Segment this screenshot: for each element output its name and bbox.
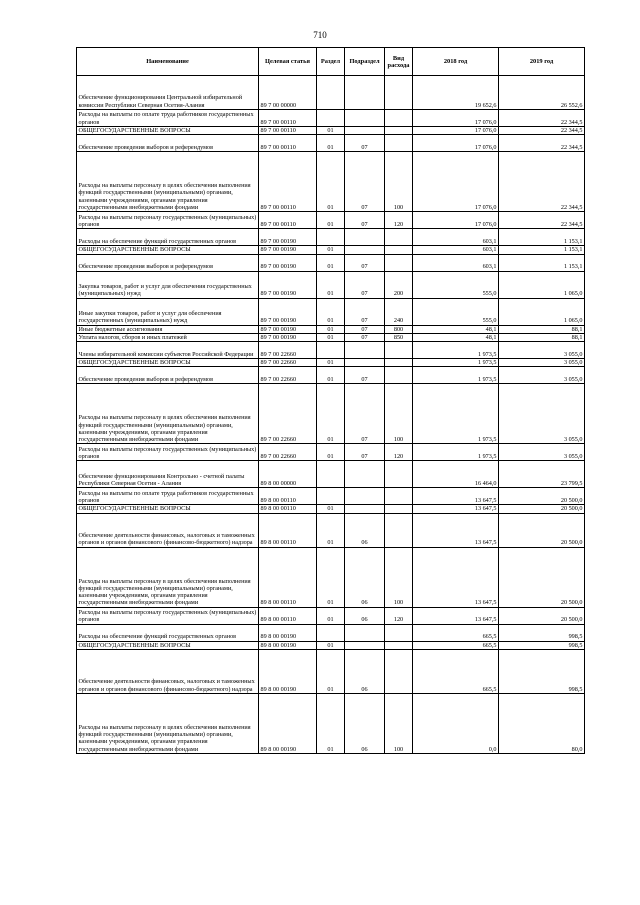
- row-2018-cell: 1 973,5: [413, 359, 499, 367]
- row-subsection-cell: [345, 110, 385, 127]
- row-2019-cell: 3 055,0: [499, 342, 585, 359]
- row-expense-type-cell: [385, 488, 413, 505]
- row-name-cell: ОБЩЕГОСУДАРСТВЕННЫЕ ВОПРОСЫ: [77, 127, 259, 135]
- table-row: [77, 298, 585, 325]
- row-name-cell: Обеспечение функционирования Контрольно - счетной палаты Республики Северная Осетия - Алания: [77, 461, 259, 488]
- row-subsection-cell: 06: [345, 607, 385, 624]
- row-section-cell: [317, 229, 345, 246]
- table-row: [77, 444, 585, 461]
- row-name-cell: Закупка товаров, работ и услуг для обеспечения государственных (муниципальных) нужд: [77, 271, 259, 298]
- row-2019-cell: 22 344,5: [499, 110, 585, 127]
- row-target-cell: 89 7 00 22660: [259, 367, 317, 384]
- row-name-cell: ОБЩЕГОСУДАРСТВЕННЫЕ ВОПРОСЫ: [77, 359, 259, 367]
- row-section-cell: [317, 110, 345, 127]
- row-name-cell: Расходы на выплаты персоналу государственных (муниципальных) органов: [77, 212, 259, 229]
- row-expense-type-cell: [385, 76, 413, 110]
- row-target-cell: 89 8 00 00190: [259, 641, 317, 649]
- row-2018-cell: 19 652,6: [413, 76, 499, 110]
- row-expense-type-cell: 240: [385, 298, 413, 325]
- row-name-cell: ОБЩЕГОСУДАРСТВЕННЫЕ ВОПРОСЫ: [77, 641, 259, 649]
- row-2018-cell: 13 647,5: [413, 505, 499, 513]
- row-subsection-cell: 06: [345, 513, 385, 547]
- table-body: [77, 76, 585, 754]
- row-name-cell: Расходы на обеспечение функций государственных органов: [77, 229, 259, 246]
- row-2018-cell: 17 076,0: [413, 212, 499, 229]
- row-2018-cell: 13 647,5: [413, 607, 499, 624]
- table-header-row: [77, 48, 585, 76]
- row-2018-cell: 17 076,0: [413, 135, 499, 152]
- row-target-cell: 89 8 00 00110: [259, 505, 317, 513]
- row-subsection-cell: 07: [345, 367, 385, 384]
- row-expense-type-cell: 120: [385, 212, 413, 229]
- row-section-cell: 01: [317, 367, 345, 384]
- row-expense-type-cell: [385, 359, 413, 367]
- row-subsection-cell: 06: [345, 694, 385, 754]
- row-2018-cell: 48,1: [413, 325, 499, 333]
- row-subsection-cell: 07: [345, 298, 385, 325]
- row-2018-cell: 665,5: [413, 624, 499, 641]
- row-2018-cell: 17 076,0: [413, 152, 499, 212]
- row-section-cell: 01: [317, 547, 345, 607]
- row-name-cell: Расходы на выплаты персоналу в целях обеспечения выполнения функций государственными (муниципальными) органами, казенными учреждениями, органами управления государственными внебюджетными фондами: [77, 694, 259, 754]
- row-section-cell: 01: [317, 246, 345, 254]
- row-subsection-cell: 07: [345, 444, 385, 461]
- table-row: [77, 694, 585, 754]
- row-name-cell: Члены избирательной комиссии субъектов Российской Федерации: [77, 342, 259, 359]
- row-subsection-cell: 07: [345, 152, 385, 212]
- row-target-cell: 89 7 00 22660: [259, 342, 317, 359]
- row-target-cell: 89 7 00 22660: [259, 444, 317, 461]
- row-name-cell: Иные бюджетные ассигнования: [77, 325, 259, 333]
- row-subsection-cell: [345, 461, 385, 488]
- table-row: [77, 607, 585, 624]
- row-name-cell: Обеспечение проведения выборов и референдумов: [77, 254, 259, 271]
- row-target-cell: 89 8 00 00110: [259, 547, 317, 607]
- table-row: [77, 367, 585, 384]
- row-target-cell: 89 7 00 00110: [259, 127, 317, 135]
- row-target-cell: 89 7 00 00110: [259, 110, 317, 127]
- row-2018-cell: 603,1: [413, 246, 499, 254]
- row-2019-cell: 3 055,0: [499, 384, 585, 444]
- row-expense-type-cell: [385, 505, 413, 513]
- row-2019-cell: 3 055,0: [499, 444, 585, 461]
- row-subsection-cell: [345, 505, 385, 513]
- row-2018-cell: 48,1: [413, 333, 499, 341]
- row-name-cell: Расходы на обеспечение функций государственных органов: [77, 624, 259, 641]
- row-subsection-cell: [345, 246, 385, 254]
- row-2018-cell: 1 973,5: [413, 384, 499, 444]
- row-2018-cell: 13 647,5: [413, 547, 499, 607]
- row-name-cell: Расходы на выплаты по оплате труда работников государственных органов: [77, 110, 259, 127]
- row-expense-type-cell: [385, 650, 413, 694]
- table-row: [77, 461, 585, 488]
- row-target-cell: 89 7 00 00190: [259, 229, 317, 246]
- row-target-cell: 89 7 00 00190: [259, 325, 317, 333]
- row-2018-cell: 13 647,5: [413, 513, 499, 547]
- row-section-cell: 01: [317, 271, 345, 298]
- row-2018-cell: 17 076,0: [413, 127, 499, 135]
- row-section-cell: 01: [317, 254, 345, 271]
- row-target-cell: 89 8 00 00110: [259, 607, 317, 624]
- row-name-cell: Обеспечение функционирования Центральной избирательной комиссии Республики Северная Осетия-Алания: [77, 76, 259, 110]
- table-row: [77, 135, 585, 152]
- row-target-cell: 89 7 00 00000: [259, 76, 317, 110]
- row-2019-cell: 3 055,0: [499, 359, 585, 367]
- row-name-cell: ОБЩЕГОСУДАРСТВЕННЫЕ ВОПРОСЫ: [77, 246, 259, 254]
- row-2018-cell: 665,5: [413, 641, 499, 649]
- table-row: [77, 333, 585, 341]
- row-expense-type-cell: 100: [385, 152, 413, 212]
- row-2019-cell: 1 153,1: [499, 229, 585, 246]
- row-expense-type-cell: [385, 110, 413, 127]
- header-2018: 2018 год: [413, 48, 499, 76]
- row-section-cell: 01: [317, 607, 345, 624]
- row-section-cell: 01: [317, 513, 345, 547]
- row-2019-cell: 1 065,0: [499, 271, 585, 298]
- row-2018-cell: 0,0: [413, 694, 499, 754]
- header-2019: 2019 год: [499, 48, 585, 76]
- table-row: [77, 342, 585, 359]
- row-expense-type-cell: 120: [385, 444, 413, 461]
- table-row: [77, 271, 585, 298]
- row-section-cell: 01: [317, 212, 345, 229]
- row-expense-type-cell: [385, 246, 413, 254]
- row-subsection-cell: [345, 488, 385, 505]
- table-row: [77, 359, 585, 367]
- row-expense-type-cell: 120: [385, 607, 413, 624]
- row-2018-cell: 665,5: [413, 650, 499, 694]
- page-number: 710: [313, 30, 327, 40]
- row-2019-cell: 88,1: [499, 325, 585, 333]
- row-expense-type-cell: [385, 342, 413, 359]
- row-2018-cell: 13 647,5: [413, 488, 499, 505]
- row-expense-type-cell: [385, 254, 413, 271]
- row-expense-type-cell: 200: [385, 271, 413, 298]
- row-section-cell: 01: [317, 325, 345, 333]
- row-target-cell: 89 7 00 00190: [259, 333, 317, 341]
- row-section-cell: [317, 76, 345, 110]
- row-name-cell: Расходы на выплаты персоналу государственных (муниципальных) органов: [77, 607, 259, 624]
- row-expense-type-cell: [385, 127, 413, 135]
- budget-table: [76, 47, 585, 754]
- row-2019-cell: 22 344,5: [499, 127, 585, 135]
- row-expense-type-cell: 850: [385, 333, 413, 341]
- row-target-cell: 89 7 00 00190: [259, 298, 317, 325]
- row-2019-cell: 22 344,5: [499, 152, 585, 212]
- row-subsection-cell: 07: [345, 333, 385, 341]
- row-2019-cell: 80,0: [499, 694, 585, 754]
- table-row: [77, 488, 585, 505]
- row-2018-cell: 17 076,0: [413, 110, 499, 127]
- table-row: [77, 325, 585, 333]
- row-expense-type-cell: [385, 641, 413, 649]
- row-name-cell: ОБЩЕГОСУДАРСТВЕННЫЕ ВОПРОСЫ: [77, 505, 259, 513]
- row-name-cell: Расходы на выплаты по оплате труда работников государственных органов: [77, 488, 259, 505]
- row-section-cell: [317, 461, 345, 488]
- row-target-cell: 89 8 00 00190: [259, 694, 317, 754]
- row-target-cell: 89 8 00 00190: [259, 650, 317, 694]
- table-row: [77, 127, 585, 135]
- row-subsection-cell: 06: [345, 650, 385, 694]
- row-section-cell: 01: [317, 505, 345, 513]
- row-expense-type-cell: 100: [385, 547, 413, 607]
- row-2019-cell: 20 500,0: [499, 505, 585, 513]
- row-2019-cell: 26 552,6: [499, 76, 585, 110]
- row-2019-cell: 23 799,5: [499, 461, 585, 488]
- row-name-cell: Уплата налогов, сборов и иных платежей: [77, 333, 259, 341]
- table-row: [77, 513, 585, 547]
- row-2019-cell: 998,5: [499, 641, 585, 649]
- row-subsection-cell: 07: [345, 135, 385, 152]
- row-2018-cell: 603,1: [413, 254, 499, 271]
- row-name-cell: Обеспечение деятельности финансовых, налоговых и таможенных органов и органов финансового (финансово-бюджетного) надзора: [77, 650, 259, 694]
- row-subsection-cell: 07: [345, 271, 385, 298]
- header-subsection: Подраздел: [345, 48, 385, 76]
- row-target-cell: 89 8 00 00110: [259, 488, 317, 505]
- row-name-cell: Обеспечение проведения выборов и референдумов: [77, 367, 259, 384]
- row-section-cell: 01: [317, 641, 345, 649]
- row-target-cell: 89 7 00 00110: [259, 212, 317, 229]
- row-2019-cell: 1 065,0: [499, 298, 585, 325]
- row-name-cell: Расходы на выплаты персоналу в целях обеспечения выполнения функций государственными (муниципальными) органами, казенными учреждениями, органами управления государственными внебюджетными фондами: [77, 547, 259, 607]
- row-subsection-cell: 06: [345, 547, 385, 607]
- row-name-cell: Расходы на выплаты персоналу государственных (муниципальных) органов: [77, 444, 259, 461]
- row-section-cell: [317, 624, 345, 641]
- row-expense-type-cell: [385, 461, 413, 488]
- row-target-cell: 89 8 00 00000: [259, 461, 317, 488]
- row-expense-type-cell: [385, 367, 413, 384]
- row-section-cell: 01: [317, 135, 345, 152]
- row-target-cell: 89 7 00 00110: [259, 135, 317, 152]
- row-section-cell: 01: [317, 650, 345, 694]
- row-2019-cell: 88,1: [499, 333, 585, 341]
- row-section-cell: 01: [317, 384, 345, 444]
- row-2019-cell: 3 055,0: [499, 367, 585, 384]
- row-target-cell: 89 7 00 22660: [259, 359, 317, 367]
- row-subsection-cell: 07: [345, 212, 385, 229]
- row-section-cell: [317, 488, 345, 505]
- row-target-cell: 89 7 00 00190: [259, 254, 317, 271]
- row-subsection-cell: 07: [345, 254, 385, 271]
- row-2019-cell: 998,5: [499, 650, 585, 694]
- row-section-cell: 01: [317, 333, 345, 341]
- table-row: [77, 152, 585, 212]
- row-subsection-cell: [345, 359, 385, 367]
- row-expense-type-cell: [385, 135, 413, 152]
- row-2019-cell: 20 500,0: [499, 488, 585, 505]
- row-target-cell: 89 8 00 00190: [259, 624, 317, 641]
- row-target-cell: 89 7 00 00190: [259, 246, 317, 254]
- row-2018-cell: 603,1: [413, 229, 499, 246]
- row-name-cell: Расходы на выплаты персоналу в целях обеспечения выполнения функций государственными (муниципальными) органами, казенными учреждениями, органами управления государственными внебюджетными фондами: [77, 384, 259, 444]
- row-section-cell: 01: [317, 444, 345, 461]
- row-2019-cell: 22 344,5: [499, 135, 585, 152]
- table-row: [77, 547, 585, 607]
- row-expense-type-cell: 800: [385, 325, 413, 333]
- row-section-cell: [317, 342, 345, 359]
- table-row: [77, 76, 585, 110]
- row-2019-cell: 20 500,0: [499, 607, 585, 624]
- row-subsection-cell: [345, 342, 385, 359]
- table-row: [77, 110, 585, 127]
- table-row: [77, 212, 585, 229]
- row-target-cell: 89 8 00 00110: [259, 513, 317, 547]
- row-2019-cell: 998,5: [499, 624, 585, 641]
- row-target-cell: 89 7 00 00190: [259, 271, 317, 298]
- row-2019-cell: 1 153,1: [499, 254, 585, 271]
- row-section-cell: 01: [317, 359, 345, 367]
- row-2018-cell: 555,0: [413, 271, 499, 298]
- row-expense-type-cell: 100: [385, 694, 413, 754]
- row-name-cell: Расходы на выплаты персоналу в целях обеспечения выполнения функций государственными (муниципальными) органами, казенными учреждениями, органами управления государственными внебюджетными фондами: [77, 152, 259, 212]
- header-name: Наименование: [77, 48, 259, 76]
- row-2018-cell: 1 973,5: [413, 342, 499, 359]
- row-2018-cell: 16 464,0: [413, 461, 499, 488]
- table-row: [77, 384, 585, 444]
- table-row: [77, 505, 585, 513]
- header-expense-type: Вид расхода: [385, 48, 413, 76]
- row-2018-cell: 1 973,5: [413, 367, 499, 384]
- table-row: [77, 650, 585, 694]
- header-target: Целевая статья: [259, 48, 317, 76]
- row-subsection-cell: [345, 624, 385, 641]
- row-2019-cell: 20 500,0: [499, 513, 585, 547]
- row-target-cell: 89 7 00 22660: [259, 384, 317, 444]
- row-expense-type-cell: 100: [385, 384, 413, 444]
- row-2019-cell: 1 153,1: [499, 246, 585, 254]
- row-section-cell: 01: [317, 127, 345, 135]
- row-subsection-cell: [345, 229, 385, 246]
- table-row: [77, 624, 585, 641]
- row-subsection-cell: [345, 641, 385, 649]
- row-name-cell: Обеспечение проведения выборов и референдумов: [77, 135, 259, 152]
- table-row: [77, 641, 585, 649]
- row-subsection-cell: [345, 127, 385, 135]
- table-row: [77, 246, 585, 254]
- row-expense-type-cell: [385, 513, 413, 547]
- row-section-cell: 01: [317, 298, 345, 325]
- row-expense-type-cell: [385, 229, 413, 246]
- row-subsection-cell: [345, 76, 385, 110]
- row-section-cell: 01: [317, 152, 345, 212]
- row-2018-cell: 555,0: [413, 298, 499, 325]
- row-name-cell: Обеспечение деятельности финансовых, налоговых и таможенных органов и органов финансового (финансово-бюджетного) надзора: [77, 513, 259, 547]
- row-subsection-cell: 07: [345, 384, 385, 444]
- row-section-cell: 01: [317, 694, 345, 754]
- table-row: [77, 229, 585, 246]
- row-expense-type-cell: [385, 624, 413, 641]
- row-2018-cell: 1 973,5: [413, 444, 499, 461]
- table-row: [77, 254, 585, 271]
- row-subsection-cell: 07: [345, 325, 385, 333]
- row-2019-cell: 20 500,0: [499, 547, 585, 607]
- row-name-cell: Иные закупки товаров, работ и услуг для обеспечения государственных (муниципальных) нужд: [77, 298, 259, 325]
- row-target-cell: 89 7 00 00110: [259, 152, 317, 212]
- row-2019-cell: 22 344,5: [499, 212, 585, 229]
- header-section: Раздел: [317, 48, 345, 76]
